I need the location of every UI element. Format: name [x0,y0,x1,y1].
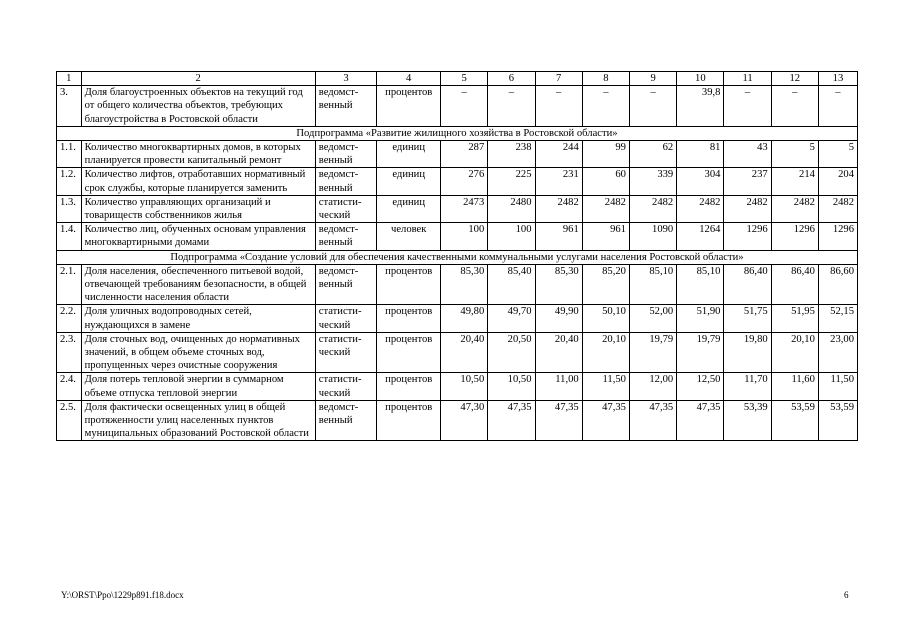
data-source: ведомст-венный [315,223,377,250]
unit: единиц [377,195,441,222]
value-cell: 52,15 [818,305,857,332]
indicator-name: Доля населения, обеспеченного питьевой водой, отвечающей требованиям безопасности, в общей численности населения области [81,264,315,305]
table-row [57,373,858,400]
data-source: ведомст-венный [315,86,377,127]
value-cell: 19,79 [677,332,724,373]
value-cell: 86,40 [771,264,818,305]
indicator-name: Доля фактически освещенных улиц в общей протяженности улиц населенных пунктов муниципальных образований Ростовской области [81,400,315,441]
table-header-row [57,72,858,86]
unit: человек [377,223,441,250]
value-cell: – [629,86,676,127]
value-cell: 10,50 [488,373,535,400]
header-cell: 11 [724,72,771,86]
value-cell: – [771,86,818,127]
value-cell: 50,10 [582,305,629,332]
value-cell: 20,40 [535,332,582,373]
value-cell: 39,8 [677,86,724,127]
table-row [57,168,858,195]
value-cell: 2482 [724,195,771,222]
value-cell: 225 [488,168,535,195]
value-cell: 60 [582,168,629,195]
data-source: ведомст-венный [315,168,377,195]
unit: процентов [377,264,441,305]
value-cell: 99 [582,141,629,168]
data-source: ведомст-венный [315,141,377,168]
value-cell: 23,00 [818,332,857,373]
value-cell: 1264 [677,223,724,250]
value-cell: 961 [535,223,582,250]
unit: процентов [377,86,441,127]
value-cell: 1296 [818,223,857,250]
section-row [57,250,858,264]
section-title: Подпрограмма «Развитие жилищного хозяйства в Ростовской области» [57,126,858,140]
value-cell: 961 [582,223,629,250]
value-cell: 62 [629,141,676,168]
value-cell: 12,50 [677,373,724,400]
page-number: 6 [844,590,849,600]
indicator-name: Доля благоустроенных объектов на текущий год от общего количества объектов, требующих благоустройства в Ростовской области [81,86,315,127]
row-number: 3. [57,86,82,127]
value-cell: 2482 [771,195,818,222]
data-source: статисти-ческий [315,373,377,400]
footer-file-path: Y:\ORST\Ppo\1229p891.f18.docx [61,590,184,600]
value-cell: 2482 [818,195,857,222]
value-cell: 100 [441,223,488,250]
table-body [57,86,858,441]
value-cell: 85,30 [535,264,582,305]
indicator-name: Доля потерь тепловой энергии в суммарном объеме отпуска тепловой энергии [81,373,315,400]
value-cell: 1090 [629,223,676,250]
value-cell: 1296 [724,223,771,250]
value-cell: 276 [441,168,488,195]
value-cell: 85,10 [629,264,676,305]
header-cell: 12 [771,72,818,86]
value-cell: – [724,86,771,127]
row-number: 2.2. [57,305,82,332]
section-row [57,126,858,140]
value-cell: 11,00 [535,373,582,400]
value-cell: 214 [771,168,818,195]
header-cell: 8 [582,72,629,86]
row-number: 2.4. [57,373,82,400]
value-cell: 20,40 [441,332,488,373]
value-cell: – [818,86,857,127]
row-number: 2.5. [57,400,82,441]
value-cell: 51,75 [724,305,771,332]
value-cell: 49,70 [488,305,535,332]
value-cell: 47,30 [441,400,488,441]
header-cell: 9 [629,72,676,86]
value-cell: 2473 [441,195,488,222]
indicator-name: Количество лифтов, отработавших нормативный срок службы, которые планируется заменить [81,168,315,195]
value-cell: 47,35 [535,400,582,441]
value-cell: 11,70 [724,373,771,400]
value-cell: 47,35 [488,400,535,441]
header-cell: 6 [488,72,535,86]
indicator-name: Количество многоквартирных домов, в которых планируется провести капитальный ремонт [81,141,315,168]
indicators-table [56,71,858,441]
unit: единиц [377,168,441,195]
table-row [57,141,858,168]
value-cell: 237 [724,168,771,195]
value-cell: 304 [677,168,724,195]
value-cell: 47,35 [629,400,676,441]
header-cell: 1 [57,72,82,86]
value-cell: 231 [535,168,582,195]
data-source: статисти-ческий [315,305,377,332]
indicator-name: Доля сточных вод, очищенных до нормативных значений, в общем объеме сточных вод, пропущенных через очистные сооружения [81,332,315,373]
value-cell: 85,40 [488,264,535,305]
value-cell: 5 [818,141,857,168]
data-source: статисти-ческий [315,332,377,373]
value-cell: 2480 [488,195,535,222]
value-cell: 53,59 [818,400,857,441]
header-cell: 3 [315,72,377,86]
value-cell: 53,39 [724,400,771,441]
header-cell: 7 [535,72,582,86]
data-source: ведомст-венный [315,264,377,305]
header-cell: 2 [81,72,315,86]
value-cell: 20,50 [488,332,535,373]
unit: процентов [377,332,441,373]
data-source: статисти-ческий [315,195,377,222]
unit: процентов [377,305,441,332]
value-cell: 52,00 [629,305,676,332]
value-cell: 244 [535,141,582,168]
table-row [57,195,858,222]
value-cell: 20,10 [582,332,629,373]
value-cell: 5 [771,141,818,168]
value-cell: 49,80 [441,305,488,332]
indicator-name: Доля уличных водопроводных сетей, нуждающихся в замене [81,305,315,332]
row-number: 1.4. [57,223,82,250]
header-cell: 10 [677,72,724,86]
value-cell: – [441,86,488,127]
value-cell: 86,60 [818,264,857,305]
value-cell: 51,95 [771,305,818,332]
value-cell: 1296 [771,223,818,250]
value-cell: 51,90 [677,305,724,332]
value-cell: 85,30 [441,264,488,305]
value-cell: 238 [488,141,535,168]
value-cell: 12,00 [629,373,676,400]
header-cell: 13 [818,72,857,86]
value-cell: 339 [629,168,676,195]
unit: процентов [377,400,441,441]
value-cell: 11,50 [582,373,629,400]
header-cell: 5 [441,72,488,86]
value-cell: 20,10 [771,332,818,373]
value-cell: 2482 [677,195,724,222]
value-cell: 2482 [582,195,629,222]
value-cell: – [535,86,582,127]
row-number: 1.2. [57,168,82,195]
table-row [57,264,858,305]
table-row [57,400,858,441]
value-cell: 100 [488,223,535,250]
value-cell: – [582,86,629,127]
value-cell: 47,35 [582,400,629,441]
value-cell: 19,80 [724,332,771,373]
value-cell: 287 [441,141,488,168]
unit: процентов [377,373,441,400]
value-cell: 85,10 [677,264,724,305]
indicator-name: Количество лиц, обученных основам управления многоквартирными домами [81,223,315,250]
value-cell: 11,60 [771,373,818,400]
value-cell: 19,79 [629,332,676,373]
table-row [57,86,858,127]
table-row [57,305,858,332]
value-cell: 204 [818,168,857,195]
value-cell: – [488,86,535,127]
row-number: 1.1. [57,141,82,168]
value-cell: 49,90 [535,305,582,332]
value-cell: 85,20 [582,264,629,305]
value-cell: 2482 [535,195,582,222]
value-cell: 2482 [629,195,676,222]
data-source: ведомст-венный [315,400,377,441]
value-cell: 47,35 [677,400,724,441]
value-cell: 11,50 [818,373,857,400]
value-cell: 81 [677,141,724,168]
value-cell: 53,59 [771,400,818,441]
row-number: 2.1. [57,264,82,305]
row-number: 1.3. [57,195,82,222]
header-cell: 4 [377,72,441,86]
value-cell: 86,40 [724,264,771,305]
section-title: Подпрограмма «Создание условий для обеспечения качественными коммунальными услугами населения Ростовской области» [57,250,858,264]
unit: единиц [377,141,441,168]
value-cell: 43 [724,141,771,168]
table-row [57,332,858,373]
value-cell: 10,50 [441,373,488,400]
row-number: 2.3. [57,332,82,373]
indicator-name: Количество управляющих организаций и товариществ собственников жилья [81,195,315,222]
table-row [57,223,858,250]
